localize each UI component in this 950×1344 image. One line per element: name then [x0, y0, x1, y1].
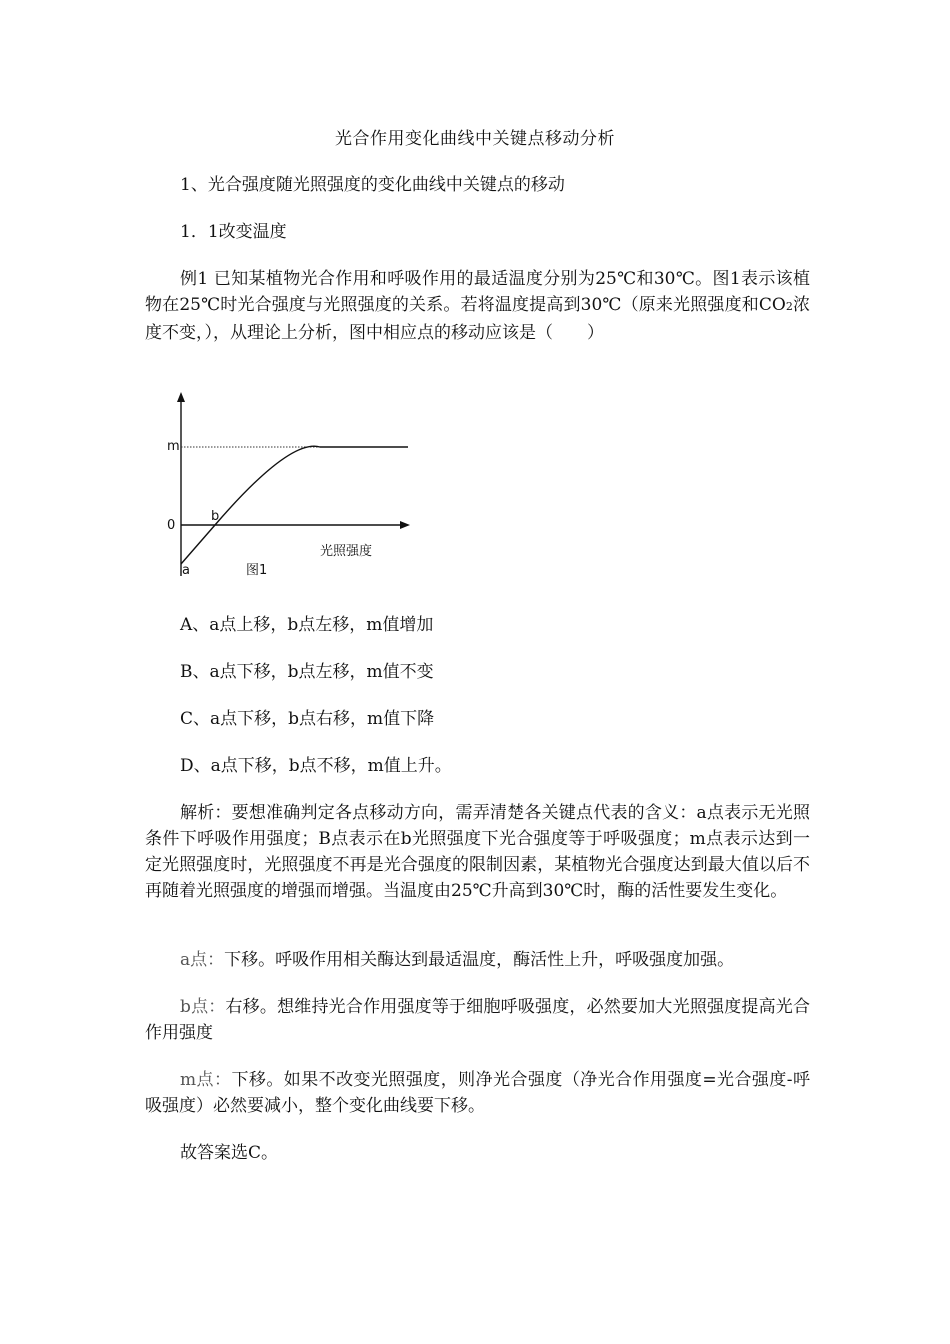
- point-b-lead: b点：: [180, 997, 226, 1017]
- document-title: 光合作用变化曲线中关键点移动分析: [335, 129, 615, 149]
- point-b-text: 右移。想维持光合作用强度等于细胞呼吸强度，必然要加大光照强度提高光合作用强度: [145, 997, 810, 1043]
- point-a-text: 下移。呼吸作用相关酶达到最适温度，酶活性上升，呼吸强度加强。: [224, 950, 735, 970]
- figure-caption: 图1: [246, 563, 268, 578]
- point-b-explanation: [145, 994, 810, 1046]
- label-a: a: [182, 563, 190, 578]
- label-zero: 0: [167, 518, 176, 533]
- point-a-lead: a点：: [180, 950, 225, 970]
- option-d: D、a点下移，b点不移，m值上升。: [180, 756, 452, 776]
- x-axis-label: 光照强度: [320, 544, 373, 559]
- point-m-lead: m点：: [180, 1070, 232, 1090]
- section-heading-1: 1、光合强度随光照强度的变化曲线中关键点的移动: [180, 175, 565, 195]
- y-axis-arrow: [177, 392, 185, 402]
- point-m-explanation: [145, 1067, 810, 1119]
- light-response-curve: [160, 388, 420, 588]
- label-m: m: [167, 439, 180, 454]
- example-question: [145, 266, 810, 346]
- option-a: A、a点上移，b点左移，m值增加: [180, 615, 434, 635]
- photosynthesis-curve: [181, 446, 408, 564]
- point-m-text: 下移。如果不改变光照强度，则净光合强度（净光合作用强度=光合强度-呼吸强度）必然要减小，整个变化曲线要下移。: [145, 1070, 810, 1116]
- example-text-part-2: 浓度不变，），从理论上分析，图中相应点的移动应该是（ ）: [145, 295, 811, 343]
- example-text-part-1: 例1 已知某植物光合作用和呼吸作用的最适温度分别为25℃和30℃。图1表示该植物在25℃时光合强度与光照强度的关系。若将温度提高到30℃（原来光照强度和CO: [145, 269, 810, 315]
- analysis-paragraph: 解析：要想准确判定各点移动方向，需弄清楚各关键点代表的含义：a点表示无光照条件下呼吸作用强度；B点表示在b光照强度下光合强度等于呼吸强度；m点表示达到一定光照强度时，光照强度不再是光合强度的限制因素，某植物光合强度达到最大值以后不再随着光照强度的增强而增强。当温度由25℃升高到30℃时，酶的活性要发生变化。: [145, 803, 810, 901]
- option-c: C、a点下移，b点右移，m值下降: [180, 709, 435, 729]
- answer-line: 故答案选C。: [180, 1143, 279, 1163]
- figure-1: [160, 388, 420, 588]
- option-b: B、a点下移，b点左移，m值不变: [180, 662, 434, 682]
- co2-subscript: 2: [785, 300, 793, 313]
- label-b: b: [211, 509, 220, 524]
- x-axis-arrow: [400, 521, 410, 529]
- point-a-explanation: [145, 947, 810, 973]
- section-heading-1-1: 1．1改变温度: [180, 222, 287, 242]
